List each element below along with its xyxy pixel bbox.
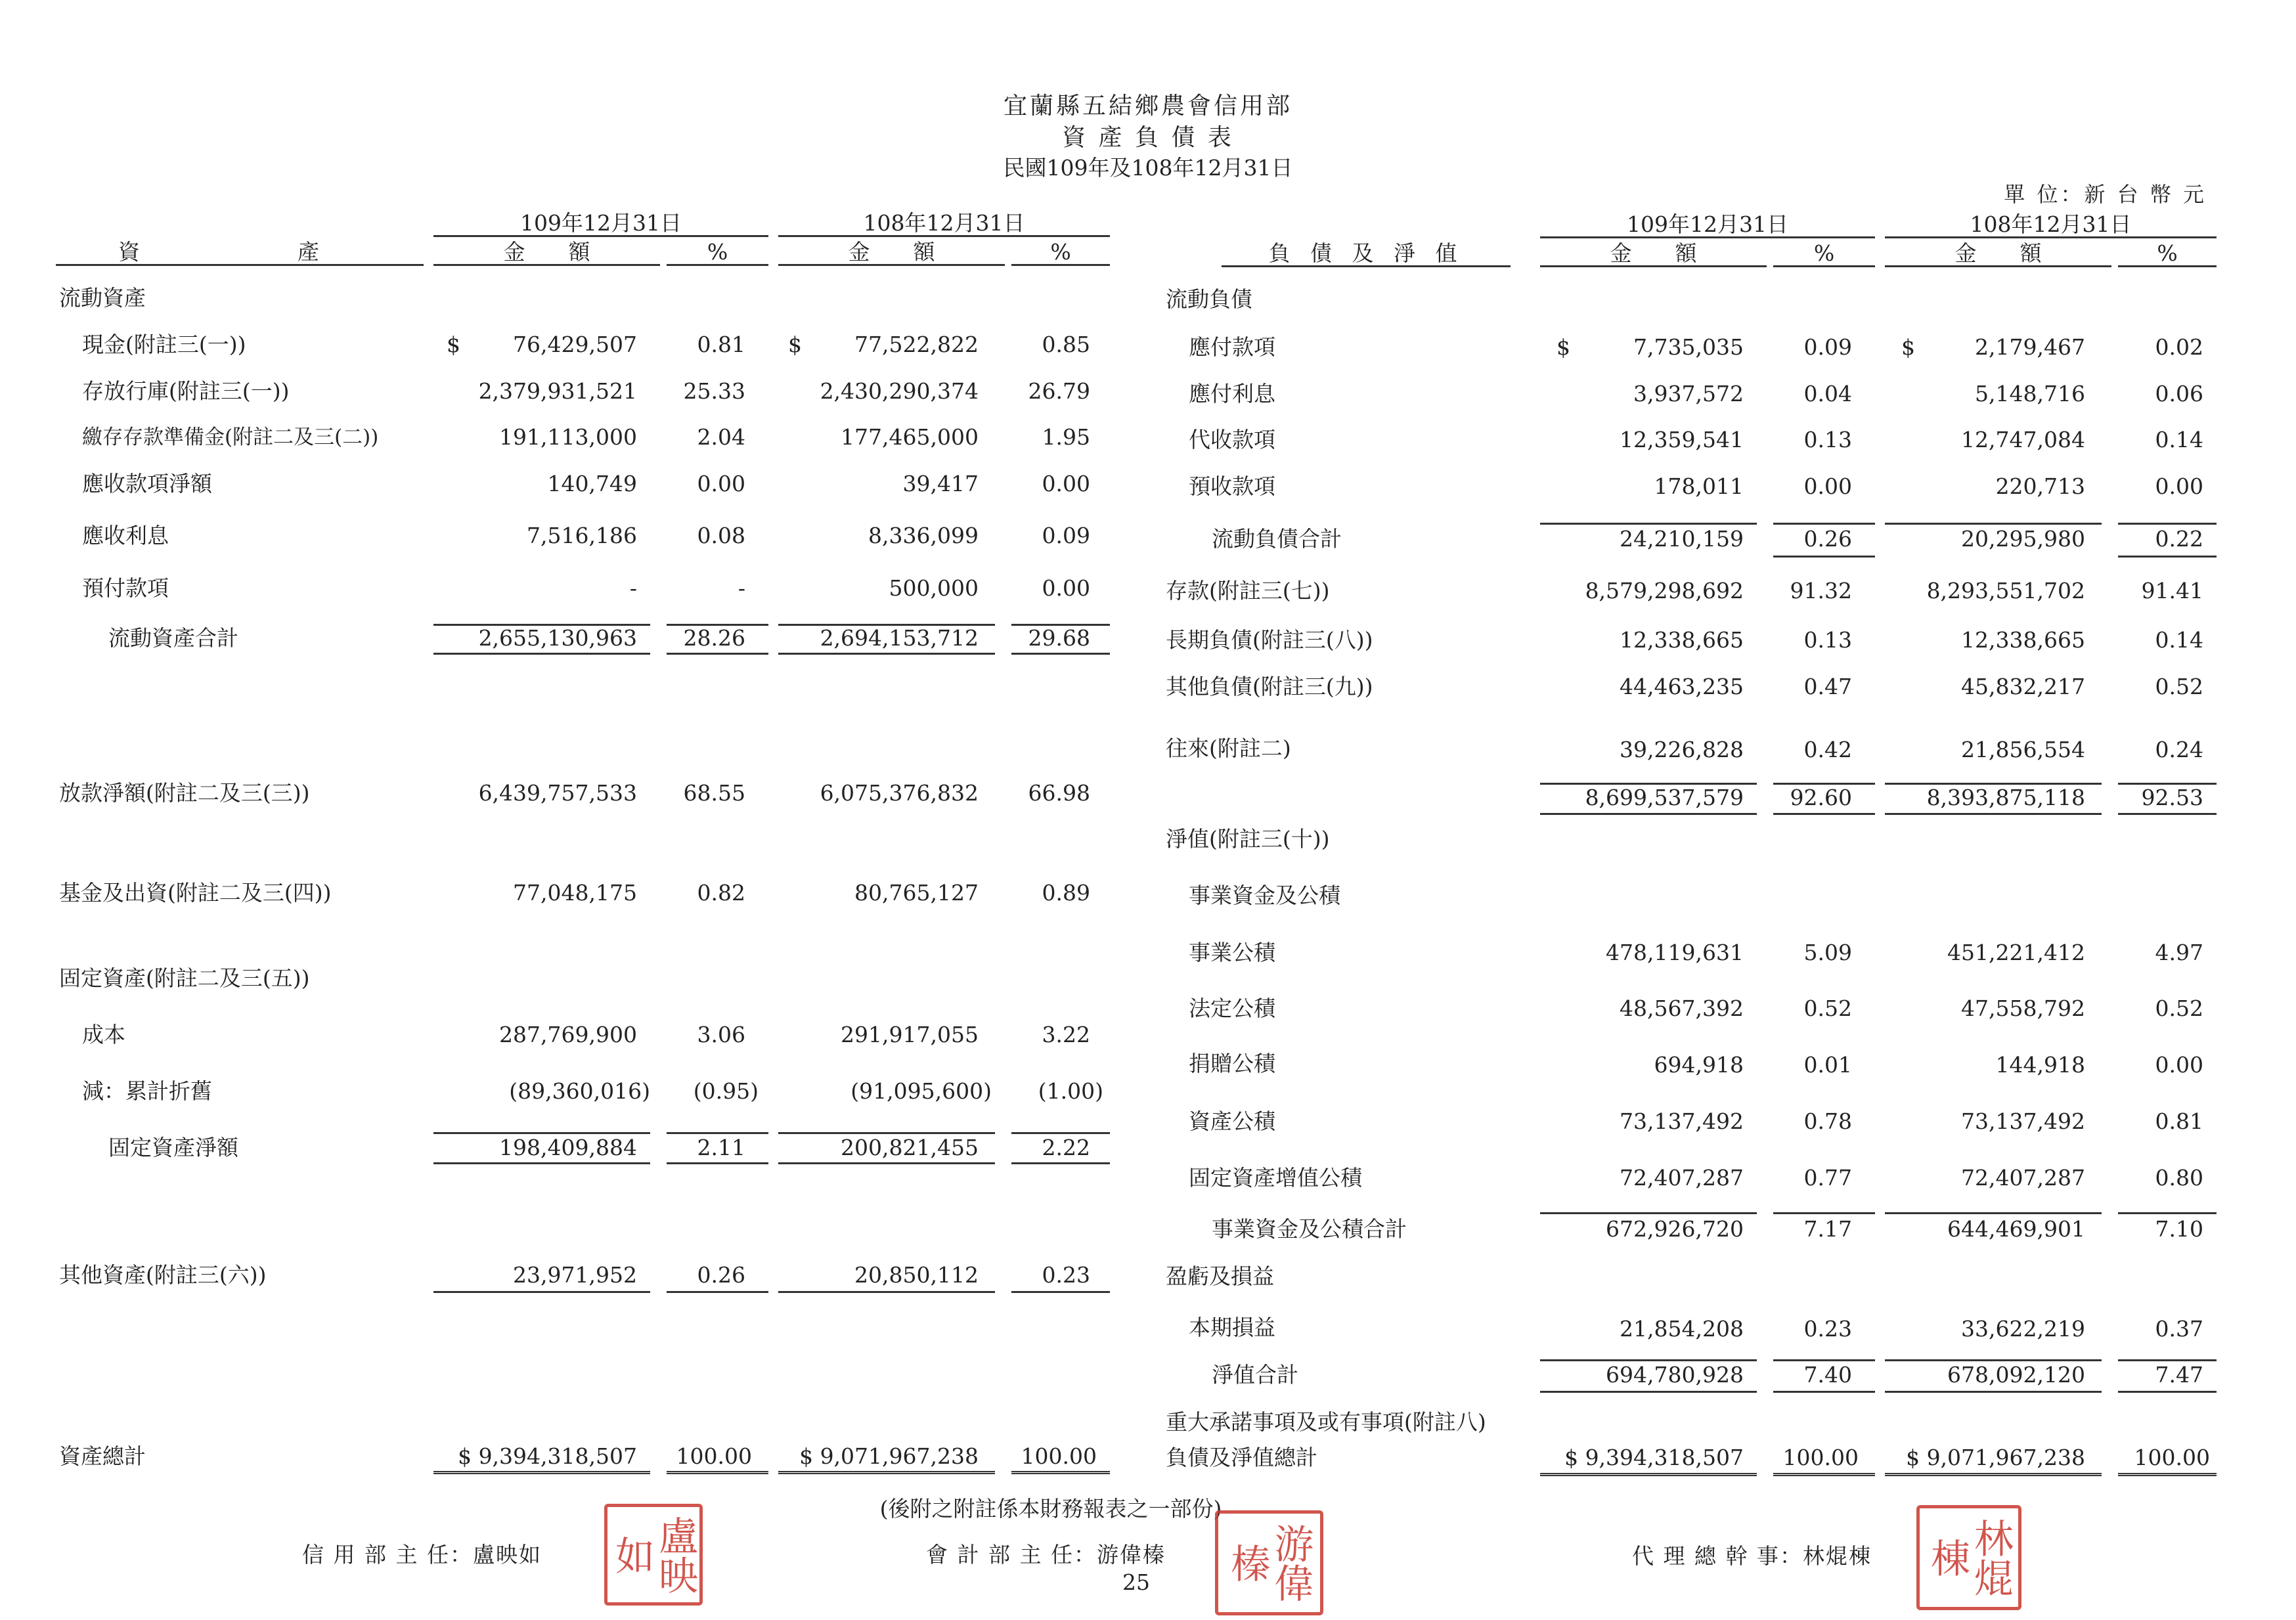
rule [778, 235, 1110, 237]
row-label: 應收款項淨額 [82, 471, 212, 496]
liab-year1-header: 109年12月31日 [1627, 211, 1788, 237]
pct-header: % [1050, 239, 1071, 265]
pct-109: 0.08 [697, 523, 745, 548]
row-label: 基金及出資(附註二及三(四)) [59, 880, 332, 906]
amount-108: 72,407,287 [1961, 1165, 2085, 1191]
pct-109: 0.52 [1803, 996, 1852, 1021]
pct-header: % [707, 239, 728, 265]
org-name: 宜蘭縣五結鄉農會信用部 [1003, 93, 1292, 120]
row-label: 減：累計折舊 [82, 1078, 212, 1104]
assets-year2-header: 108年12月31日 [863, 210, 1025, 236]
amount-108: 20,295,980 [1961, 526, 2085, 552]
rule [1885, 813, 2102, 815]
page-number: 25 [1122, 1569, 1150, 1595]
rule [433, 1132, 650, 1134]
amount-108: 33,622,219 [1961, 1316, 2085, 1342]
pct-109: 0.04 [1803, 381, 1852, 406]
signature-credit-director: 信 用 部 主 任：盧映如 [302, 1542, 542, 1567]
pct-108: 7.47 [2155, 1362, 2203, 1388]
amount-108: 220,713 [1995, 473, 2085, 499]
rule [1773, 1212, 1875, 1214]
rule [1222, 265, 1511, 267]
amount-108: 2,179,467 [1975, 334, 2085, 360]
amount-108: 12,747,084 [1961, 427, 2085, 452]
amount-109: - [629, 575, 637, 601]
amount-108: 8,393,875,118 [1926, 785, 2085, 810]
pct-109: 7.17 [1803, 1216, 1852, 1242]
rule [1540, 265, 1767, 267]
rule [1011, 1162, 1110, 1164]
rule [778, 653, 995, 655]
amount-108: 2,430,290,374 [820, 378, 979, 404]
rule [667, 264, 768, 266]
row-label: 流動負債合計 [1212, 526, 1342, 552]
row-label: 存款(附註三(七)) [1166, 578, 1330, 603]
row-label: 應付款項 [1189, 334, 1275, 360]
rule [667, 1291, 768, 1293]
row-label: 預付款項 [82, 575, 169, 601]
pct-108: 0.52 [2155, 674, 2203, 699]
rule [2118, 1359, 2217, 1361]
rule [778, 264, 1005, 266]
row-label: 負債及淨值總計 [1166, 1445, 1317, 1470]
pct-109: - [738, 575, 745, 601]
amount-109: 2,655,130,963 [478, 625, 637, 651]
unit-label: 單 位：新 台 幣 元 [2004, 182, 2207, 207]
pct-108: 66.98 [1028, 780, 1090, 806]
rule [1885, 1359, 2102, 1361]
amount-109: 2,379,931,521 [478, 378, 637, 404]
row-label: 資產公積 [1189, 1108, 1275, 1134]
row-label: 繳存存款準備金(附註二及三(二)) [82, 426, 379, 449]
pct-109: 0.82 [697, 880, 745, 906]
amount-108: 291,917,055 [841, 1022, 979, 1047]
pct-108: 100.00 [1021, 1443, 1097, 1469]
rule [1011, 1132, 1110, 1134]
row-label: 流動資產合計 [108, 625, 238, 651]
pct-109: 0.81 [697, 332, 745, 357]
amount-108: 47,558,792 [1961, 996, 2085, 1021]
rule [2118, 1212, 2217, 1214]
amount-108: 73,137,492 [1961, 1108, 2085, 1134]
pct-108: 0.52 [2155, 996, 2203, 1021]
amount-108: 80,765,127 [854, 880, 979, 906]
rule [1011, 264, 1110, 266]
rule [1540, 1391, 1757, 1393]
rule [1540, 236, 1875, 238]
rule [1885, 1212, 2102, 1214]
row-label: 長期負債(附註三(八)) [1166, 627, 1373, 653]
pct-109: 0.00 [697, 471, 745, 496]
fixed-assets-title: 固定資產(附註二及三(五)) [59, 965, 310, 991]
rule [1773, 556, 1875, 558]
current-assets-title: 流動資產 [59, 285, 146, 311]
amount-108: $ 9,071,967,238 [799, 1443, 979, 1469]
amount-header: 金 額 [1610, 240, 1697, 266]
pct-109: 5.09 [1803, 940, 1852, 965]
pct-header: % [2157, 240, 2178, 266]
rule [1773, 813, 1875, 815]
pct-108: 0.09 [1042, 523, 1090, 548]
pl-title: 盈虧及損益 [1166, 1263, 1274, 1289]
double-rule [433, 1471, 650, 1474]
amount-109: 694,918 [1654, 1052, 1744, 1078]
amount-108: 2,694,153,712 [820, 625, 979, 651]
footnote: (後附之附註係本財務報表之一部份) [879, 1496, 1222, 1521]
pct-109: 0.78 [1803, 1108, 1852, 1134]
amount-109: 178,011 [1654, 473, 1744, 499]
amount-109: 12,359,541 [1620, 427, 1744, 452]
amount-108: 144,918 [1995, 1052, 2085, 1078]
pct-109: 0.26 [697, 1262, 745, 1288]
rule [433, 1162, 650, 1164]
amount-108: 644,469,901 [1947, 1216, 2085, 1242]
pct-108: 1.95 [1042, 424, 1090, 450]
pct-109: 91.32 [1790, 578, 1852, 603]
pct-108: 2.22 [1042, 1135, 1090, 1160]
pct-109: (0.95) [693, 1078, 759, 1104]
currency-symbol: $ [447, 332, 460, 357]
pct-109: 68.55 [683, 780, 745, 806]
amount-109: 191,113,000 [499, 424, 637, 450]
amount-109: 6,439,757,533 [478, 780, 637, 806]
pct-109: 92.60 [1790, 785, 1852, 810]
pct-108: 0.00 [2155, 473, 2203, 499]
row-label: 資產總計 [59, 1443, 146, 1469]
rule [778, 1132, 995, 1134]
amount-109: 8,579,298,692 [1585, 578, 1744, 603]
seal-stamp-2 [1215, 1510, 1323, 1615]
pct-108: 0.80 [2155, 1165, 2203, 1191]
amount-108: $ 9,071,967,238 [1906, 1445, 2085, 1470]
rule [1540, 1359, 1757, 1361]
rule [778, 1291, 995, 1293]
pct-108: 100.00 [2134, 1445, 2210, 1470]
pct-108: 0.02 [2155, 334, 2203, 360]
pct-109: 0.00 [1803, 473, 1852, 499]
pct-108: (1.00) [1038, 1078, 1103, 1104]
rule [1773, 1359, 1875, 1361]
rule [667, 653, 768, 655]
rule [667, 1132, 768, 1134]
amount-109: 198,409,884 [499, 1135, 637, 1160]
rule [433, 235, 768, 237]
row-label: 成本 [82, 1022, 125, 1047]
amount-header: 金 額 [503, 239, 590, 265]
seal-text: 盧映如 [609, 1515, 698, 1594]
amount-108: 451,221,412 [1947, 940, 2085, 965]
amount-109: 39,226,828 [1620, 737, 1744, 762]
seal-text: 游偉榛 [1224, 1523, 1314, 1602]
signature-accounting-director: 會 計 部 主 任：游偉榛 [926, 1542, 1166, 1567]
seal-stamp-1 [604, 1504, 703, 1606]
rule [433, 264, 660, 266]
report-period: 民國109年及108年12月31日 [1003, 155, 1293, 181]
row-label: 其他資產(附註三(六)) [59, 1262, 267, 1288]
amount-108: 8,336,099 [868, 523, 979, 548]
double-rule [1011, 1471, 1110, 1474]
pct-109: 100.00 [1782, 1445, 1859, 1470]
report-title: 資 產 負 債 表 [1062, 124, 1234, 151]
pct-108: 91.41 [2141, 578, 2203, 603]
seal-stamp-3 [1916, 1505, 2021, 1610]
pct-109: 0.47 [1803, 674, 1852, 699]
row-label: 其他負債(附註三(九)) [1166, 674, 1373, 699]
pct-108: 0.00 [1042, 575, 1090, 601]
commitments-note: 重大承諾事項及或有事項(附註八) [1166, 1409, 1486, 1435]
pct-109: 0.09 [1803, 334, 1852, 360]
amount-109: 7,735,035 [1633, 334, 1744, 360]
currency-symbol: $ [788, 332, 802, 357]
row-label: 往來(附註二) [1166, 735, 1291, 761]
row-label: 存放行庫(附註三(一)) [82, 378, 290, 404]
row-label: 淨值合計 [1212, 1362, 1298, 1388]
pct-108: 3.22 [1042, 1022, 1090, 1047]
amount-109: 3,937,572 [1633, 381, 1744, 406]
rule [1773, 265, 1875, 267]
pct-108: 26.79 [1028, 378, 1090, 404]
amount-109: (89,360,016) [509, 1078, 650, 1104]
pct-header: % [1813, 240, 1835, 266]
liabilities-column-header: 負 債 及 淨 值 [1268, 240, 1464, 266]
amount-108: 200,821,455 [841, 1135, 979, 1160]
amount-109: 140,749 [547, 471, 637, 496]
rule [1011, 653, 1110, 655]
pct-109: 28.26 [683, 625, 745, 651]
row-label: 固定資產增值公積 [1189, 1165, 1362, 1191]
pct-109: 0.77 [1803, 1165, 1852, 1191]
pct-109: 25.33 [683, 378, 745, 404]
rule [2118, 556, 2217, 558]
amount-108: 12,338,665 [1961, 627, 2085, 653]
pct-109: 2.04 [697, 424, 745, 450]
rule [56, 264, 424, 266]
amount-header: 金 額 [1954, 240, 2042, 266]
rule [1540, 1212, 1757, 1214]
pct-108: 0.81 [2155, 1108, 2203, 1134]
pct-108: 7.10 [2155, 1216, 2203, 1242]
double-rule [1885, 1473, 2102, 1476]
double-rule [667, 1471, 768, 1474]
row-label: 捐贈公積 [1189, 1051, 1275, 1076]
pct-108: 0.00 [2155, 1052, 2203, 1078]
amount-109: $ 9,394,318,507 [458, 1443, 637, 1469]
row-label: 本期損益 [1189, 1315, 1275, 1340]
amount-header: 金 額 [848, 239, 935, 265]
liab-year2-header: 108年12月31日 [1970, 211, 2132, 237]
pct-108: 29.68 [1028, 625, 1090, 651]
pct-109: 3.06 [697, 1022, 745, 1047]
rule [1011, 1291, 1110, 1293]
rule [433, 1291, 650, 1293]
pct-108: 0.85 [1042, 332, 1090, 357]
pct-108: 0.89 [1042, 880, 1090, 906]
amount-108: 8,293,551,702 [1926, 578, 2085, 603]
pct-109: 100.00 [676, 1443, 752, 1469]
currency-symbol: $ [1556, 334, 1570, 360]
pct-109: 0.42 [1803, 737, 1852, 762]
pct-109: 0.01 [1803, 1052, 1852, 1078]
rule [667, 1162, 768, 1164]
pct-108: 0.23 [1042, 1262, 1090, 1288]
rule [2118, 265, 2217, 267]
amount-109: 21,854,208 [1620, 1316, 1744, 1342]
double-rule [1773, 1473, 1875, 1476]
rule [1540, 523, 1757, 525]
amount-109: $ 9,394,318,507 [1564, 1445, 1744, 1470]
row-label: 事業公積 [1189, 940, 1275, 965]
amount-109: 694,780,928 [1606, 1362, 1744, 1388]
row-label: 固定資產淨額 [108, 1135, 238, 1160]
amount-109: 48,567,392 [1620, 996, 1744, 1021]
rule [2118, 1391, 2217, 1393]
currency-symbol: $ [1901, 334, 1915, 360]
amount-109: 478,119,631 [1606, 940, 1744, 965]
pct-109: 0.23 [1803, 1316, 1852, 1342]
amount-109: 44,463,235 [1620, 674, 1744, 699]
amount-109: 76,429,507 [513, 332, 637, 357]
amount-108: 500,000 [889, 575, 979, 601]
row-label: 代收款項 [1189, 427, 1275, 452]
rule [1773, 1391, 1875, 1393]
assets-year1-header: 109年12月31日 [520, 210, 682, 236]
rule [1773, 523, 1875, 525]
pct-109: 0.13 [1803, 427, 1852, 452]
row-label: 放款淨額(附註二及三(三)) [59, 780, 310, 806]
rule [1885, 1391, 2102, 1393]
seal-text: 林焜棟 [1924, 1518, 2014, 1597]
rule [1540, 813, 1757, 815]
assets-column-header: 資 產 [118, 239, 323, 265]
equity-title: 淨值(附註三(十)) [1166, 826, 1330, 852]
row-label: 預收款項 [1189, 473, 1275, 499]
double-rule [1540, 1473, 1757, 1476]
amount-109: 12,338,665 [1620, 627, 1744, 653]
row-label: 現金(附註三(一)) [82, 332, 246, 357]
current-liabilities-title: 流動負債 [1166, 286, 1252, 312]
signature-acting-manager: 代 理 總 幹 事：林焜棟 [1632, 1543, 1872, 1569]
pct-109: 0.26 [1803, 526, 1852, 552]
rule [1885, 236, 2217, 238]
row-label: 應收利息 [82, 523, 169, 548]
amount-108: 39,417 [902, 471, 979, 496]
amount-109: 24,210,159 [1620, 526, 1744, 552]
capital-reserve-title: 事業資金及公積 [1189, 883, 1340, 908]
pct-109: 0.13 [1803, 627, 1852, 653]
amount-109: 73,137,492 [1620, 1108, 1744, 1134]
amount-109: 287,769,900 [499, 1022, 637, 1047]
pct-108: 0.06 [2155, 381, 2203, 406]
amount-109: 672,926,720 [1606, 1216, 1744, 1242]
amount-109: 7,516,186 [527, 523, 637, 548]
rule [433, 653, 650, 655]
row-label: 事業資金及公積合計 [1212, 1216, 1407, 1242]
pct-108: 0.24 [2155, 737, 2203, 762]
amount-108: 20,850,112 [854, 1262, 979, 1288]
pct-108: 0.14 [2155, 627, 2203, 653]
pct-108: 0.22 [2155, 526, 2203, 552]
pct-109: 2.11 [697, 1135, 745, 1160]
pct-108: 92.53 [2141, 785, 2203, 810]
rule [1885, 523, 2102, 525]
rule [2118, 813, 2217, 815]
amount-108: 678,092,120 [1947, 1362, 2085, 1388]
amount-108: 177,465,000 [841, 424, 979, 450]
amount-108: 6,075,376,832 [820, 780, 979, 806]
pct-109: 7.40 [1803, 1362, 1852, 1388]
pct-108: 4.97 [2155, 940, 2203, 965]
pct-108: 0.00 [1042, 471, 1090, 496]
double-rule [778, 1471, 995, 1474]
double-rule [2118, 1473, 2217, 1476]
amount-109: 23,971,952 [513, 1262, 637, 1288]
row-label: 應付利息 [1189, 381, 1275, 406]
rule [2118, 523, 2217, 525]
pct-108: 0.14 [2155, 427, 2203, 452]
amount-108: (91,095,600) [850, 1078, 992, 1104]
amount-109: 77,048,175 [513, 880, 637, 906]
rule [778, 1162, 995, 1164]
amount-108: 45,832,217 [1961, 674, 2085, 699]
row-label: 法定公積 [1189, 996, 1275, 1021]
amount-108: 21,856,554 [1961, 737, 2085, 762]
amount-109: 8,699,537,579 [1585, 785, 1744, 810]
pct-108: 0.37 [2155, 1316, 2203, 1342]
amount-108: 77,522,822 [854, 332, 979, 357]
amount-108: 5,148,716 [1975, 381, 2085, 406]
rule [1885, 265, 2111, 267]
amount-109: 72,407,287 [1620, 1165, 1744, 1191]
